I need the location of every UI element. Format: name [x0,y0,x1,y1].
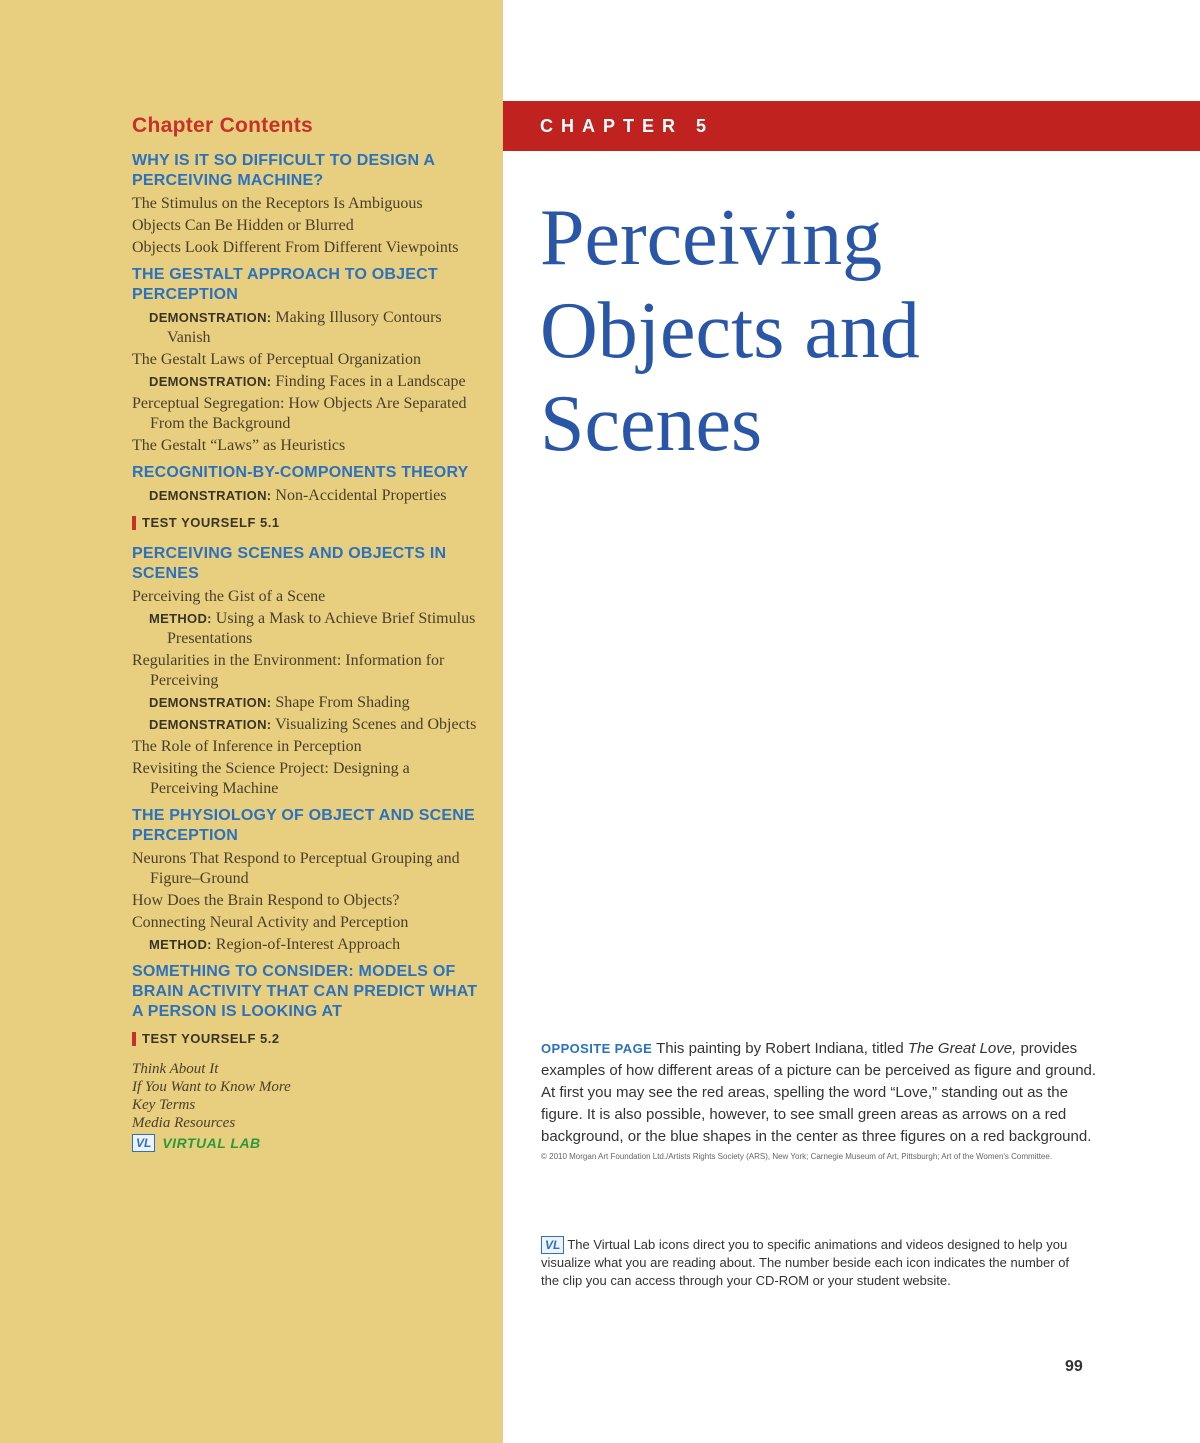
section-heading: PERCEIVING SCENES AND OBJECTS IN SCENES [132,545,447,582]
contents-entry [149,609,482,649]
contents-entry [149,308,482,348]
contents-entry [149,693,482,713]
sidebar [0,0,503,1443]
chapter-contents [132,113,482,1152]
chapter-band [503,101,1200,151]
test-yourself-marker [132,514,482,532]
contents-entry [132,436,482,456]
caption-credit: © 2010 Morgan Art Foundation Ltd./Artists Rights Society (ARS), New York; Carnegie Museum of Art, Pittsburgh; Art of the Women's Committee. [541,1152,1053,1161]
entry-tag: DEMONSTRATION: [149,310,272,325]
chapter-title-line: Objects and [540,287,920,375]
entry-tag: METHOD: [149,611,212,626]
entry-text: Neurons That Respond to Perceptual Grouping and Figure–Ground [132,850,460,887]
contents-section [132,151,482,258]
contents-title: Chapter Contents [132,114,313,137]
entry-tag: DEMONSTRATION: [149,374,272,389]
section-heading: SOMETHING TO CONSIDER: MODELS OF BRAIN ACTIVITY THAT CAN PREDICT WHAT A PERSON IS LOOKING AT [132,963,478,1020]
virtual-lab-note [541,1236,1081,1290]
entry-text: Regularities in the Environment: Information for Perceiving [132,652,445,689]
contents-entry [132,587,482,607]
entry-tag: METHOD: [149,937,212,952]
chapter-title-line: Scenes [540,380,763,468]
entry-text: Shape From Shading [275,694,410,711]
contents-entry [132,849,482,889]
entry-text: How Does the Brain Respond to Objects? [132,892,400,909]
contents-entry [132,891,482,911]
chapter-title [540,192,1180,471]
contents-section [132,265,482,456]
chapter-label: CHAPTER 5 [540,116,715,136]
test-bar [132,516,136,530]
end-item: Think About It [132,1061,219,1077]
contents-entry [132,194,482,214]
chapter-title-line: Perceiving [540,194,883,282]
entry-text: Using a Mask to Achieve Brief Stimulus Presentations [167,610,476,647]
entry-text: Objects Can Be Hidden or Blurred [132,217,354,234]
entry-text: Finding Faces in a Landscape [275,373,466,390]
contents-entry [132,238,482,258]
test-yourself-label: TEST YOURSELF 5.1 [142,515,280,530]
entry-text: The Role of Inference in Perception [132,738,362,755]
contents-entry [149,935,482,955]
virtual-lab-note-text: The Virtual Lab icons direct you to specific animations and videos designed to help you visualize what you are reading about. The number beside each icon indicates the number of the clip you can access through your CD-ROM or your student website. [541,1237,1070,1288]
end-item: Media Resources [132,1115,236,1131]
section-heading: RECOGNITION-BY-COMPONENTS THEORY [132,464,469,481]
entry-text: Making Illusory Contours Vanish [167,309,442,346]
test-yourself-marker [132,1030,482,1048]
entry-text: Perceiving the Gist of a Scene [132,588,326,605]
contents-section [132,962,482,1022]
test-yourself-label: TEST YOURSELF 5.2 [142,1031,280,1046]
contents-entry [149,486,482,506]
page-number: 99 [1065,1358,1083,1375]
section-heading: THE PHYSIOLOGY OF OBJECT AND SCENE PERCEPTION [132,807,475,844]
virtual-lab-row [132,1134,482,1152]
contents-section [132,463,482,506]
entry-text: Region-of-Interest Approach [215,936,401,953]
contents-entry [132,216,482,236]
end-item: Key Terms [132,1097,196,1113]
contents-entry [132,350,482,370]
entry-tag: DEMONSTRATION: [149,488,272,503]
entry-text: Non-Accidental Properties [275,487,447,504]
contents-entry [132,394,482,434]
entry-text: The Stimulus on the Receptors Is Ambiguous [132,195,423,212]
contents-entry [132,737,482,757]
entry-text: Connecting Neural Activity and Perception [132,914,409,931]
caption-text-after: provides examples of how different areas of a picture can be perceived as figure and ground. At first you may see the red areas, spelling the word “Love,” standing out as the figure. It is also possible, however, to see small green areas as arrows on a red background, or the blue shapes in the center as three figures on a red background. [541,1040,1097,1145]
entry-text: Objects Look Different From Different Viewpoints [132,239,459,256]
entry-tag: DEMONSTRATION: [149,695,272,710]
end-matter [132,1060,482,1152]
section-heading: WHY IS IT SO DIFFICULT TO DESIGN A PERCEIVING MACHINE? [132,152,435,189]
contents-entry [132,651,482,691]
section-heading: THE GESTALT APPROACH TO OBJECT PERCEPTION [132,266,438,303]
virtual-lab-label: VIRTUAL LAB [162,1135,261,1151]
test-bar [132,1032,136,1046]
entry-text: Visualizing Scenes and Objects [275,716,477,733]
contents-entry [149,372,482,392]
contents-entry [132,913,482,933]
caption-text-before: This painting by Robert Indiana, titled [656,1040,908,1057]
entry-text: Revisiting the Science Project: Designing a Perceiving Machine [132,760,410,797]
caption-work-title: The Great Love, [907,1040,1017,1057]
virtual-lab-icon: VL [541,1236,564,1254]
caption-label: OPPOSITE PAGE [541,1041,653,1056]
figure-caption [541,1038,1101,1163]
entry-text: Perceptual Segregation: How Objects Are Separated From the Background [132,395,467,432]
contents-section [132,806,482,955]
contents-entry [149,715,482,735]
entry-tag: DEMONSTRATION: [149,717,272,732]
virtual-lab-icon: VL [132,1134,155,1152]
entry-text: The Gestalt Laws of Perceptual Organization [132,351,421,368]
contents-section [132,544,482,799]
end-item: If You Want to Know More [132,1079,291,1095]
contents-entry [132,759,482,799]
entry-text: The Gestalt “Laws” as Heuristics [132,437,346,454]
